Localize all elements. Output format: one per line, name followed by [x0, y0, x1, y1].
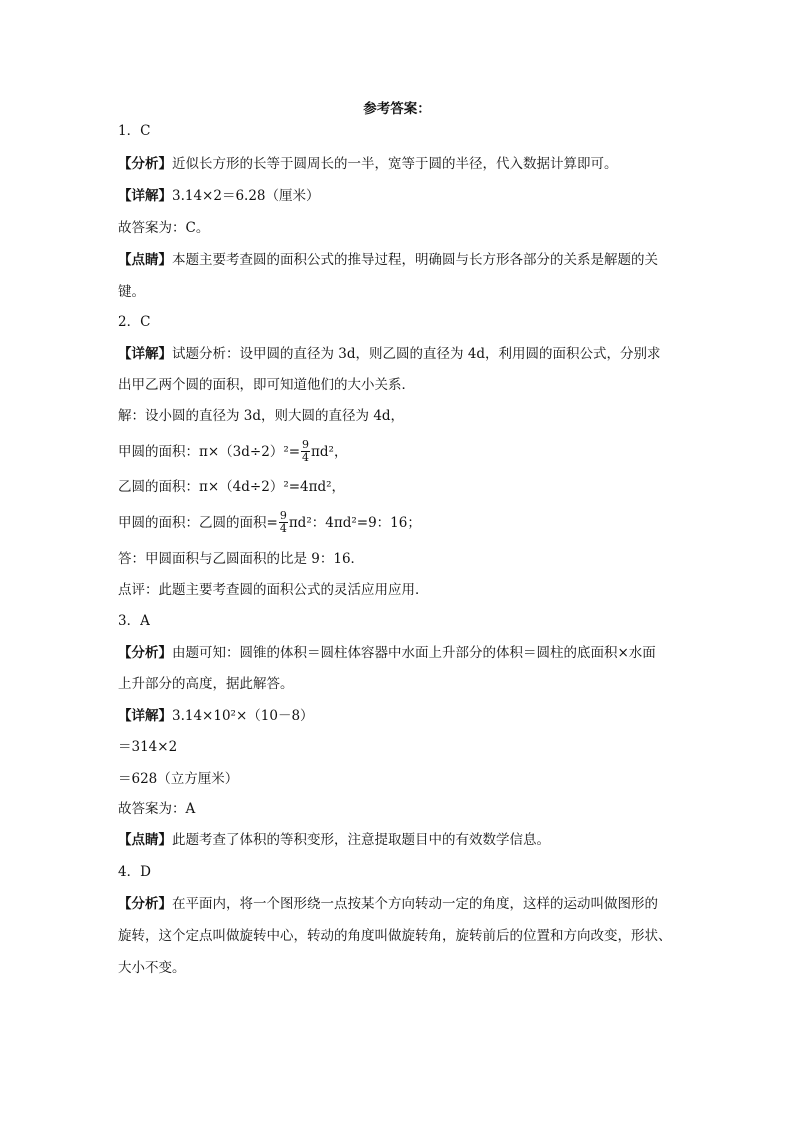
- q1-detail: [118, 186, 718, 206]
- fraction-denominator: 4: [279, 522, 287, 535]
- q3-answer: 故答案为：A: [118, 801, 196, 817]
- q2-ratio-pre: 甲圆的面积：乙圆的面积=: [118, 515, 278, 531]
- q2-area-b: 乙圆的面积：π×（4d÷2）²=4πd²，: [118, 479, 346, 495]
- fraction-9-4: [279, 510, 288, 535]
- q1-comment-cont: 键。: [118, 284, 145, 300]
- q3-detail: [118, 706, 718, 726]
- q1-comment-text: 本题主要考查圆的面积公式的推导过程，明确圆与长方形各部分的关系是解题的关: [172, 252, 658, 268]
- analysis-tag: 【分析】: [118, 156, 172, 172]
- q3-step-1: ＝314×2: [118, 739, 178, 755]
- q2-answer: 答：甲圆面积与乙圆面积的比是 9：16．: [118, 551, 365, 567]
- analysis-tag: 【分析】: [118, 896, 172, 912]
- q3-step-2: ＝628（立方厘米）: [118, 771, 239, 787]
- fraction-numerator: 9: [279, 509, 287, 522]
- q4-number: 4．D: [118, 864, 151, 880]
- q2-detail: [118, 344, 718, 364]
- q3-analysis-text: 由题可知：圆锥的体积＝圆柱体容器中水面上升部分的体积＝圆柱的底面积×水面: [172, 645, 656, 661]
- q2-detail-text: 试题分析：设甲圆的直径为 3d，则乙圆的直径为 4d，利用圆的面积公式，分别求: [172, 346, 661, 362]
- q1-analysis-text: 近似长方形的长等于圆周长的一半，宽等于圆的半径，代入数据计算即可。: [172, 156, 618, 172]
- fraction-denominator: 4: [302, 451, 310, 464]
- q4-analysis-text: 在平面内，将一个图形绕一点按某个方向转动一定的角度，这样的运动叫做图形的: [172, 896, 658, 912]
- q2-area-a-pre: 甲圆的面积：π×（3d÷2）²=: [118, 444, 301, 460]
- q2-solve: 解：设小圆的直径为 3d，则大圆的直径为 4d，: [118, 408, 405, 424]
- q1-comment: [118, 250, 718, 270]
- q2-ratio: [118, 511, 718, 536]
- detail-tag: 【详解】: [118, 708, 172, 724]
- q4-analysis-cont-2: 大小不变。: [118, 960, 186, 976]
- q3-detail-text: 3.14×10²×（10－8）: [172, 708, 314, 724]
- q3-analysis-cont: 上升部分的高度，据此解答。: [118, 676, 294, 692]
- q3-number: 3．A: [118, 613, 150, 629]
- detail-tag: 【详解】: [118, 188, 172, 204]
- page-title: 参考答案：: [363, 101, 431, 117]
- q1-answer: 故答案为：C。: [118, 220, 210, 236]
- q2-detail-cont: 出甲乙两个圆的面积，即可知道他们的大小关系．: [118, 377, 415, 393]
- q4-analysis-cont: 旋转，这个定点叫做旋转中心，转动的角度叫做旋转角，旋转前后的位置和方向改变，形状、: [118, 928, 672, 944]
- q2-area-a-post: πd²，: [311, 444, 348, 460]
- comment-tag: 【点睛】: [118, 832, 172, 848]
- q1-detail-text: 3.14×2＝6.28（厘米）: [172, 188, 320, 204]
- fraction-9-4: [301, 439, 310, 464]
- q3-comment: [118, 830, 718, 850]
- detail-tag: 【详解】: [118, 346, 172, 362]
- q2-number: 2．C: [118, 314, 151, 330]
- q3-analysis: [118, 643, 718, 663]
- q1-number: 1．C: [118, 123, 151, 139]
- q2-ratio-post: πd²：4πd²=9：16；: [288, 515, 421, 531]
- q1-analysis: [118, 154, 718, 174]
- q3-comment-text: 此题考查了体积的等积变形，注意提取题目中的有效数学信息。: [172, 832, 550, 848]
- q4-analysis: [118, 894, 718, 914]
- comment-tag: 【点睛】: [118, 252, 172, 268]
- q2-area-a: [118, 440, 718, 465]
- q2-review: 点评：此题主要考查圆的面积公式的灵活应用应用．: [118, 582, 429, 598]
- analysis-tag: 【分析】: [118, 645, 172, 661]
- fraction-numerator: 9: [302, 438, 310, 451]
